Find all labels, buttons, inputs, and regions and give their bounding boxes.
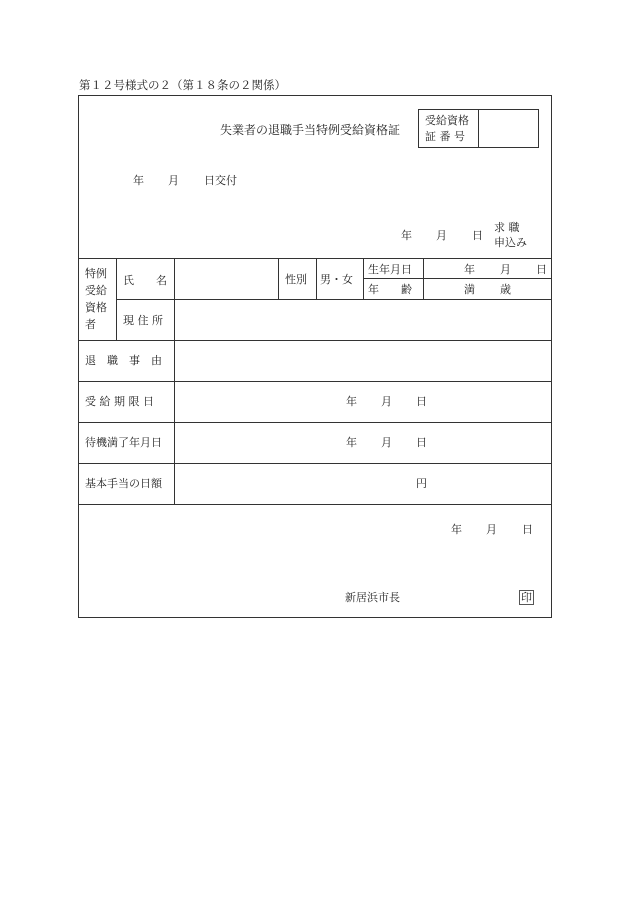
footer-year: 年 xyxy=(451,523,462,536)
application-month: 月 xyxy=(436,229,447,242)
recipient-group-label-4: 者 xyxy=(85,318,96,331)
deadline-day: 日 xyxy=(416,395,427,408)
recipient-group-label-2: 受給 xyxy=(85,284,107,297)
application-label-line2: 申込み xyxy=(494,236,527,249)
deadline-year: 年 xyxy=(346,395,357,408)
cert-label-line2: 証 番 号 xyxy=(425,130,465,143)
issue-day-suffix: 日交付 xyxy=(204,174,237,187)
age-suffix: 歳 xyxy=(500,283,511,296)
recipient-group-label-3: 資格 xyxy=(85,301,107,314)
issue-month: 月 xyxy=(168,174,179,187)
application-day: 日 xyxy=(472,229,483,242)
age-full: 満 xyxy=(464,283,475,296)
address-label: 現 住 所 xyxy=(123,314,163,327)
sex-options[interactable]: 男・女 xyxy=(320,273,353,286)
issuer-name: 新居浜市長 xyxy=(345,591,400,604)
birth-month: 月 xyxy=(500,263,511,276)
birth-day: 日 xyxy=(536,263,547,276)
seal-mark: 印 xyxy=(521,591,532,604)
footer-day: 日 xyxy=(522,523,533,536)
deadline-month: 月 xyxy=(381,395,392,408)
recipient-group-label-1: 特例 xyxy=(85,267,107,280)
issue-year: 年 xyxy=(133,174,144,187)
footer-month: 月 xyxy=(486,523,497,536)
waiting-month: 月 xyxy=(381,436,392,449)
application-label-line1: 求 職 xyxy=(494,221,520,234)
cert-label-line1: 受給資格 xyxy=(425,114,469,127)
waiting-label: 待機満了年月日 xyxy=(85,436,162,449)
reason-label: 退 職 事 由 xyxy=(85,354,162,367)
waiting-day: 日 xyxy=(416,436,427,449)
sex-label: 性別 xyxy=(285,273,307,286)
daily-allowance-label: 基本手当の日額 xyxy=(85,477,162,490)
waiting-year: 年 xyxy=(346,436,357,449)
daily-allowance-unit: 円 xyxy=(416,477,427,490)
form-title: 失業者の退職手当特例受給資格証 xyxy=(220,123,401,137)
deadline-label: 受 給 期 限 日 xyxy=(85,395,154,408)
birth-label: 生年月日 xyxy=(368,263,412,276)
application-year: 年 xyxy=(401,229,412,242)
birth-year: 年 xyxy=(464,263,475,276)
form-number: 第１２号様式の２（第１８条の２関係） xyxy=(79,78,286,92)
age-label: 年 齢 xyxy=(368,283,412,296)
name-label: 氏 名 xyxy=(123,274,167,287)
